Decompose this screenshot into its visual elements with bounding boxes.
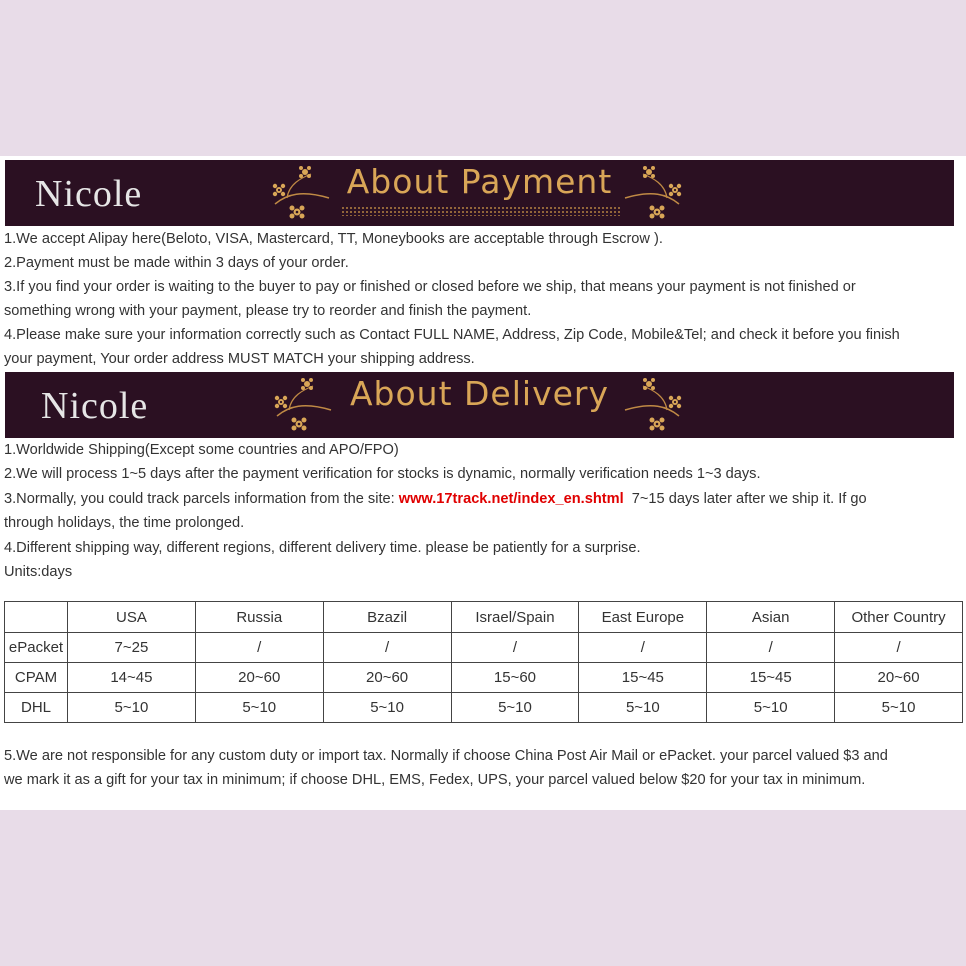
brand-logo: Nicole <box>35 173 143 215</box>
tracking-link[interactable]: www.17track.net/index_en.shtml <box>398 490 624 507</box>
content-sheet <box>0 156 966 810</box>
column-header: East Europe <box>579 602 707 633</box>
column-header: USA <box>67 602 195 633</box>
payment-banner <box>5 160 954 226</box>
payment-rule-1: 1.We accept Alipay here(Beloto, VISA, Mastercard, TT, Moneybooks are acceptable through Escrow ). <box>4 231 663 247</box>
column-header: Asian <box>707 602 835 633</box>
payment-rule-3-cont: something wrong with your payment, please try to reorder and finish the payment. <box>4 303 532 319</box>
table-cell: / <box>579 633 707 663</box>
table-cell: / <box>195 633 323 663</box>
tax-notice-line-2: we mark it as a gift for your tax in minimum; if choose DHL, EMS, Fedex, UPS, your parcel valued below $20 for your tax in minimum. <box>4 772 866 788</box>
table-cell: 20~60 <box>195 663 323 693</box>
tax-notice-line-1: 5.We are not responsible for any custom duty or import tax. Normally if choose China Post Air Mail or ePacket. your parcel valued $3 and <box>4 748 888 764</box>
table-cell: 5~10 <box>67 693 195 723</box>
delivery-rule-3-cont: through holidays, the time prolonged. <box>4 515 245 532</box>
table-cell: 5~10 <box>451 693 579 723</box>
table-cell: / <box>451 633 579 663</box>
method-cell: ePacket <box>5 633 68 663</box>
table-cell: / <box>835 633 963 663</box>
units-label: Units:days <box>4 564 73 581</box>
column-header: Russia <box>195 602 323 633</box>
delivery-title: About Delivery <box>349 374 610 413</box>
dotted-underline <box>341 206 621 216</box>
table-cell: 15~45 <box>579 663 707 693</box>
table-cell: 20~60 <box>835 663 963 693</box>
table-row <box>5 693 963 723</box>
delivery-rule-3-text: 3.Normally, you could track parcels information from the site: <box>4 490 399 507</box>
table-cell: 20~60 <box>323 663 451 693</box>
delivery-rule-3 <box>4 487 964 511</box>
table-row <box>5 633 963 663</box>
table-cell: 15~45 <box>707 663 835 693</box>
table-cell: 5~10 <box>579 693 707 723</box>
table-cell: 5~10 <box>323 693 451 723</box>
table-row <box>5 663 963 693</box>
payment-title: About Payment <box>346 162 613 201</box>
table-cell: / <box>707 633 835 663</box>
flower-ornament-icon <box>617 376 687 434</box>
table-cell: 5~10 <box>707 693 835 723</box>
column-header: Other Country <box>835 602 963 633</box>
flower-ornament-icon <box>617 164 687 222</box>
method-cell: DHL <box>5 693 68 723</box>
payment-rule-2: 2.Payment must be made within 3 days of your order. <box>4 255 349 271</box>
table-cell: 14~45 <box>67 663 195 693</box>
table-cell: / <box>323 633 451 663</box>
payment-rules <box>4 227 964 371</box>
method-cell: CPAM <box>5 663 68 693</box>
table-cell: 7~25 <box>67 633 195 663</box>
tax-notice <box>4 744 964 792</box>
payment-rule-4: 4.Please make sure your information correctly such as Contact FULL NAME, Address, Zip Code, Mobile&Tel; and check it before you finish <box>4 327 900 343</box>
shipping-time-table <box>4 601 963 723</box>
payment-rule-3: 3.If you find your order is waiting to the buyer to pay or finished or closed before we ship, that means your payment is not finished or <box>4 279 856 295</box>
table-cell: 5~10 <box>195 693 323 723</box>
delivery-rule-3-suffix: 7~15 days later after we ship it. If go <box>623 490 867 507</box>
delivery-rule-2: 2.We will process 1~5 days after the payment verification for stocks is dynamic, normally verification needs 1~3 days. <box>4 466 761 483</box>
delivery-rule-4: 4.Different shipping way, different regions, different delivery time. please be patiently for a surprise. <box>4 539 641 556</box>
table-cell: 15~60 <box>451 663 579 693</box>
delivery-rules <box>4 438 964 584</box>
table-header-row <box>5 602 963 633</box>
brand-logo: Nicole <box>41 385 149 427</box>
table-cell: 5~10 <box>835 693 963 723</box>
payment-rule-4-cont: your payment, Your order address MUST MATCH your shipping address. <box>4 351 475 367</box>
delivery-rule-1: 1.Worldwide Shipping(Except some countries and APO/FPO) <box>4 442 399 458</box>
table-corner-cell <box>5 602 68 633</box>
column-header: Bzazil <box>323 602 451 633</box>
delivery-banner <box>5 372 954 438</box>
column-header: Israel/Spain <box>451 602 579 633</box>
